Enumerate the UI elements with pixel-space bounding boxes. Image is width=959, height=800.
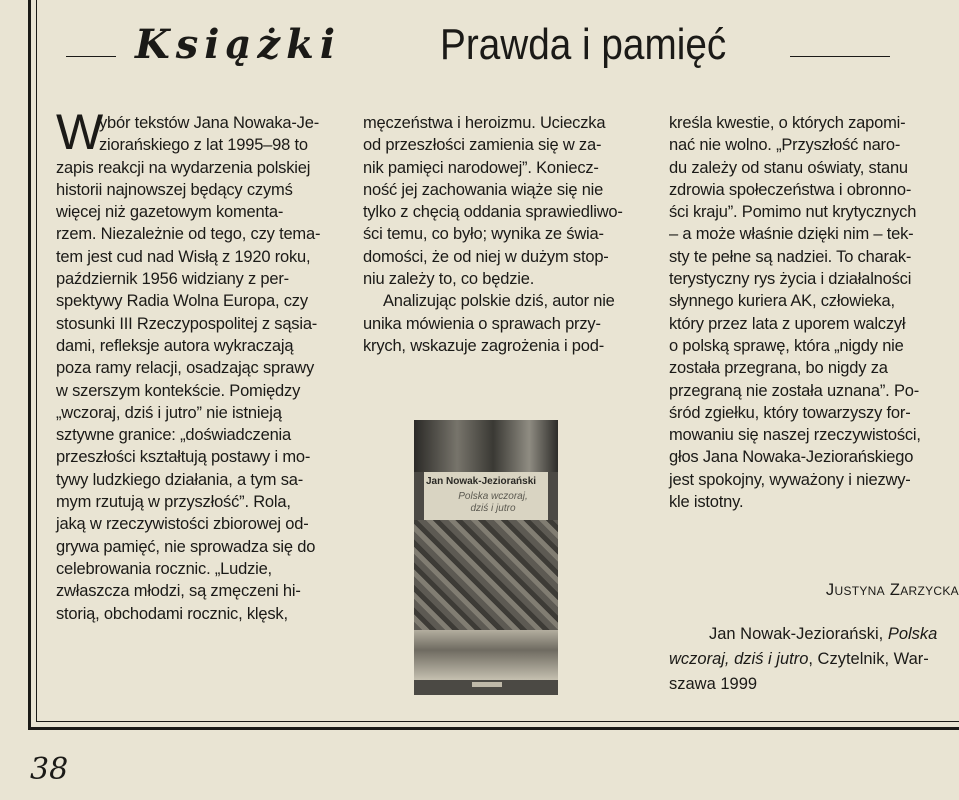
biblio-title-part: Polska [887,625,938,643]
biblio-line: szawa 1999 [669,675,758,693]
text-line: krych, wskazuje zagrożenia i pod- [363,336,605,355]
cover-title-line: dziś i jutro [470,503,516,514]
text-line: Analizując polskie dziś, autor nie [383,292,615,311]
text-line: celebrowania rocznic. „Ludzie, [56,559,272,578]
text-line: nać nie wolno. „Przyszłość naro- [669,136,901,155]
article-column-3 [669,112,959,513]
cover-author: Jan Nowak-Jeziorański [426,476,537,487]
text-line: tem jest cud nad Wisłą z 1920 roku, [56,247,311,266]
text-line: spektywy Radia Wolna Europa, czy [56,292,308,311]
header-rule-right [790,56,890,57]
text-line: mowaniu się naszej rzeczywistości, [669,426,921,445]
text-line: ści temu, co było; wynika ze świa- [363,225,604,244]
text-line: rzem. Niezależnie od tego, czy tema- [56,225,321,244]
signature-text: Justyna Zarzycka [825,581,959,599]
text-line: jest spokojny, wyważony i niezwy- [669,470,911,489]
text-line: kreśla kwestie, o których zapomi- [669,114,906,132]
text-line: nik pamięci narodowej”. Koniecz- [363,158,599,177]
text-line: kle istotny. [669,493,744,512]
text-line: poza ramy relacji, osadzając sprawy [56,359,315,378]
biblio-line [669,622,959,647]
biblio-publisher: , Czytelnik, War- [808,650,929,668]
biblio-line [669,647,959,672]
text-line: „wczoraj, dziś i jutro” nie istnieją [56,403,282,422]
cover-title [448,491,538,515]
section-title: Książki [135,21,342,68]
text-line: sztywne granice: „doświadczenia [56,426,291,445]
cover-publisher-logo [472,682,502,687]
cover-photo [414,630,558,680]
text-line: o polską sprawę, która „nigdy nie [669,336,904,355]
bibliographic-note [669,622,959,697]
text-line: śród zgiełku, który towarzyszy for- [669,403,911,422]
text-line: ność jej zachowania wiąże się nie [363,180,604,199]
text-line: stosunki III Rzeczypospolitej z sąsia- [56,314,318,333]
text-line: który przez lata z uporem walczył [669,314,906,333]
text-line: słynnego kuriera AK, człowieka, [669,292,895,311]
text-line: głos Jana Nowaka-Jeziorańskiego [669,448,914,467]
text-line: dami, refleksje autora wykraczają [56,336,294,355]
text-line: od przeszłości zamienia się w za- [363,136,602,155]
text-line: grywa pamięć, nie sprowadza się do [56,537,316,556]
text-line: domości, że od niej w dużym stop- [363,247,609,266]
text-line: w szerszym kontekście. Pomiędzy [56,381,301,400]
text-line: unika mówienia o sprawach przy- [363,314,601,333]
text-line: ybór tekstów Jana Nowaka-Je- [99,114,319,132]
text-line: więcej niż gazetowym komenta- [56,203,284,222]
text-line: zapis reakcji na wydarzenia polskiej [56,158,311,177]
text-line: przeszłości kształtują postawy i mo- [56,448,311,467]
header-rule-left [66,56,116,57]
text-line: przegraną nie została uznana”. Po- [669,381,920,400]
text-line: męczeństwa i heroizmu. Ucieczka [363,114,606,132]
text-line: storią, obchodami rocznic, klęsk, [56,604,288,623]
author-signature [759,581,959,600]
article-column-1 [56,112,331,625]
cover-photo [414,420,558,472]
text-line: zwłaszcza młodzi, są zmęczeni hi- [56,582,301,601]
text-line: ści kraju”. Pomimo nut krytycznych [669,203,917,222]
biblio-author: Jan Nowak-Jeziorański, [709,625,884,643]
text-line: sty te pełne są nadziei. To charak- [669,247,912,266]
text-line: tylko z chęcią oddania sprawiedliwo- [363,203,623,222]
drop-cap: W [56,104,104,160]
page-number: 38 [30,752,69,787]
biblio-title-part: wczoraj, dziś i jutro [669,650,809,668]
text-line: mym rzutują w przyszłość”. Rola, [56,493,291,512]
text-line: tywy ludzkiego działania, a tym sa- [56,470,304,489]
cover-photo [414,520,558,630]
text-line: ziorańskiego z lat 1995–98 to [99,136,308,155]
text-line: terystyczny rys życia i działalności [669,270,912,289]
cover-title-line: Polska wczoraj, [458,491,528,502]
text-line: historii najnowszej będący czymś [56,180,293,199]
text-line: jaką w rzeczywistości zbiorowej od- [56,515,309,534]
text-line: niu zależy to, co będzie. [363,270,535,289]
text-line: du zależy od stanu oświaty, stanu [669,158,908,177]
text-line: zdrowia społeczeństwa i obronno- [669,180,912,199]
text-line: – a może właśnie dzięki nim – tek- [669,225,914,244]
text-line: została przegrana, bo nigdy za [669,359,888,378]
text-line: październik 1956 widziany z per- [56,270,289,289]
article-column-2 [363,112,645,357]
article-title: Prawda i pamięć [440,20,727,69]
book-cover-image [414,420,558,695]
